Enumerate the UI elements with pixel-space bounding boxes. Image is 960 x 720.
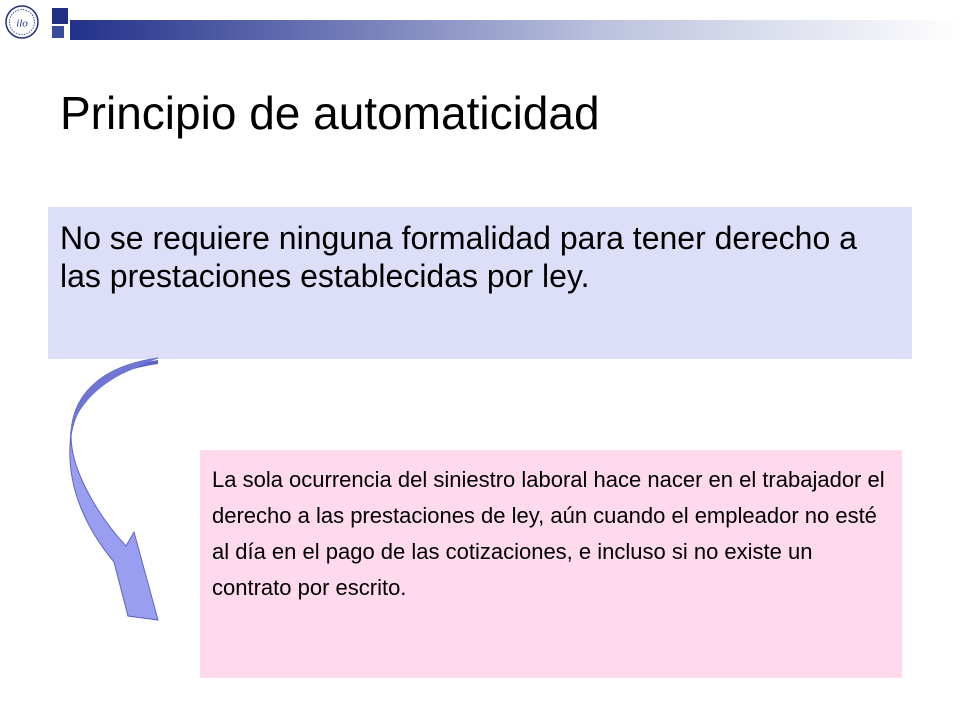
- principle-statement: No se requiere ninguna formalidad para tener derecho a las prestaciones establecidas por ley.: [60, 220, 857, 294]
- slide-title: Principio de automaticidad: [60, 87, 600, 139]
- curved-arrow-icon: [62, 356, 172, 624]
- header-square: [52, 8, 68, 24]
- ilo-emblem-icon: [2, 2, 42, 42]
- header-decoration: [52, 8, 960, 44]
- principle-statement-box: [48, 207, 912, 359]
- explanation-text: La sola ocurrencia del siniestro laboral hace nacer en el trabajador el derecho a las prestaciones de ley, aún cuando el empleador no esté al día en el pago de las cotizaciones, e incluso si no existe un contrato por escrito.: [212, 467, 885, 600]
- header-square: [52, 26, 64, 38]
- explanation-box: [200, 450, 902, 678]
- header-gradient-bar: [70, 20, 960, 40]
- logo-text: ilo: [16, 17, 28, 30]
- ilo-logo: [2, 2, 42, 42]
